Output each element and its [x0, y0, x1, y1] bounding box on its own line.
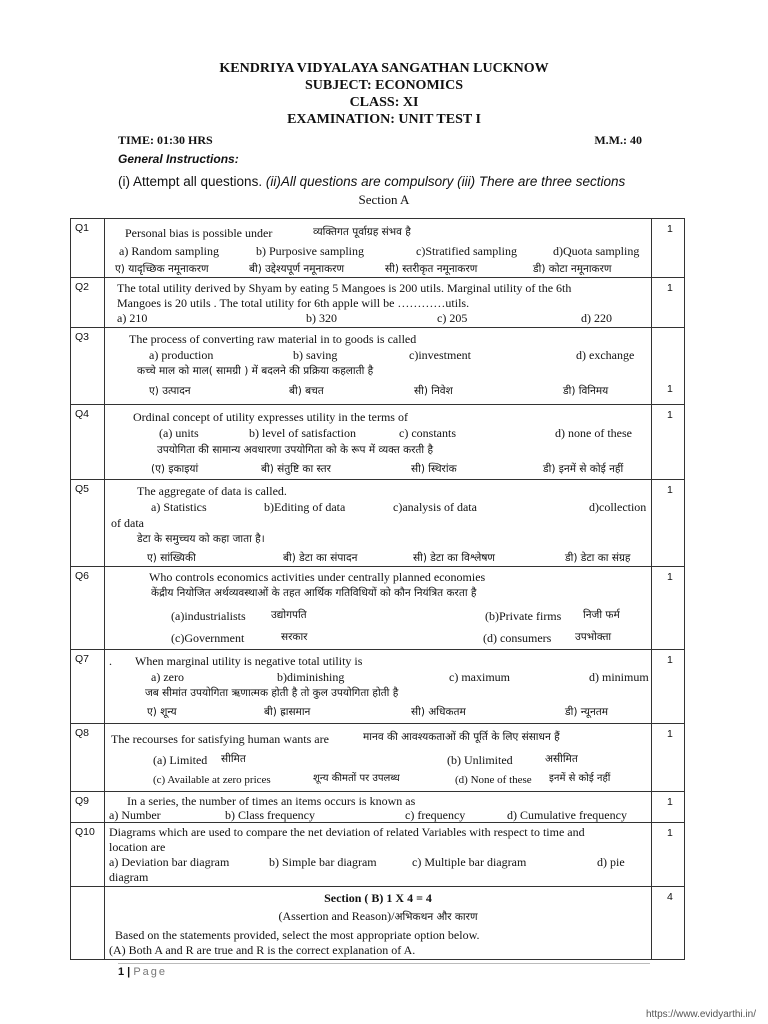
- option-d-hindi: डी) इनमें से कोई नहीं: [543, 463, 624, 475]
- question-number: Q8: [75, 727, 90, 739]
- question-row-q9: [71, 792, 685, 823]
- section-b-subtitle-hindi: अभिकथन और कारण: [394, 911, 478, 923]
- option-b-hindi: निजी फर्म: [583, 609, 620, 621]
- source-url: https://www.evidyarthi.in/: [645, 1009, 756, 1020]
- section-b-title: Section ( B) 1 X 4 = 4: [324, 891, 432, 905]
- school-name: KENDRIYA VIDYALAYA SANGATHAN LUCKNOW: [219, 61, 549, 76]
- question-mark: 1: [667, 409, 673, 421]
- question-number: Q10: [75, 826, 95, 838]
- option-b: b)diminishing: [277, 670, 345, 684]
- time: TIME: 01:30 HRS: [118, 133, 213, 147]
- question-number: Q9: [75, 795, 90, 807]
- option-b: b) Class frequency: [225, 808, 315, 822]
- question-mark: 1: [667, 223, 673, 235]
- question-line-2: location are: [109, 840, 166, 854]
- option-d: d)collection: [589, 500, 647, 514]
- option-d: d) pie: [597, 855, 625, 869]
- option-c: c)analysis of data: [393, 500, 477, 514]
- option-c: c) constants: [399, 426, 456, 440]
- question-mark: 1: [667, 282, 673, 294]
- option-a-hindi: उद्योगपति: [271, 609, 307, 621]
- section-a-heading: Section A: [358, 192, 410, 207]
- question-text-hindi: उपयोगिता की सामान्य अवधारणा उपयोगिता को के रूप में व्यक्त करती है: [157, 444, 434, 456]
- page-label: Page: [133, 966, 168, 978]
- option-c: (c)Government: [171, 631, 245, 645]
- question-text-hindi: कच्चे माल को माल( सामग्री ) में बदलने की प्रक्रिया कहलाती है: [137, 365, 374, 377]
- option-a-hindi: (ए) इकाइयां: [151, 463, 199, 475]
- question-row-q4: [71, 405, 685, 480]
- instruction-part1: (i) Attempt all questions.: [118, 174, 266, 189]
- option-d: d) exchange: [576, 348, 635, 362]
- question-number: Q5: [75, 483, 90, 495]
- question-mark: 1: [667, 827, 673, 839]
- question-table: [70, 218, 685, 960]
- option-d: d) none of these: [555, 426, 632, 440]
- option-b: b)Editing of data: [264, 500, 346, 514]
- option-b-hindi: बी) उद्देश्यपूर्ण नमूनाकरण: [249, 263, 345, 275]
- question-text: Ordinal concept of utility expresses utility in the terms of: [133, 410, 408, 424]
- option-b-hindi: बी) संतुष्टि का स्तर: [261, 463, 331, 475]
- option-d-hindi: डी) न्यूनतम: [565, 706, 609, 718]
- option-d: d) minimum: [589, 670, 649, 684]
- page-separator: |: [124, 966, 134, 978]
- option-d: (d) None of these: [455, 774, 532, 786]
- question-text: The aggregate of data is called.: [137, 484, 287, 498]
- option-d: d) 220: [581, 311, 612, 325]
- question-number: Q7: [75, 653, 90, 665]
- option-d-hindi: डी) कोटा नमूनाकरण: [533, 263, 612, 275]
- option-b: b) level of satisfaction: [249, 426, 356, 440]
- option-a-hindi: ए) यादृच्छिक नमूनाकरण: [115, 263, 209, 275]
- option-c: c) 205: [437, 311, 468, 325]
- option-c-hindi: सी) अधिकतम: [411, 706, 466, 718]
- max-marks: M.M.: 40: [594, 133, 642, 147]
- option-b-hindi: बी) डेटा का संपादन: [283, 552, 358, 564]
- option-c-hindi: सी) डेटा का विश्लेषण: [413, 552, 496, 564]
- option-c: c) Multiple bar diagram: [412, 855, 527, 869]
- question-line-2: Mangoes is 20 utils . The total utility for 6th apple will be …………utils.: [117, 296, 470, 310]
- question-row-q3: [71, 328, 685, 405]
- question-text: Who controls economics activities under centrally planned economies: [149, 570, 486, 584]
- question-row-q8: [71, 724, 685, 792]
- option-a: a) Statistics: [151, 500, 207, 514]
- option-d: d)Quota sampling: [553, 244, 640, 258]
- question-text: The recourses for satisfying human wants are: [111, 732, 329, 746]
- question-mark: 1: [667, 654, 673, 666]
- option-d-hindi: डी) डेटा का संग्रह: [565, 552, 631, 564]
- option-c-hindi: शून्य कीमतों पर उपलब्ध: [313, 773, 400, 784]
- option-b: (b)Private firms: [485, 609, 562, 623]
- question-text: The process of converting raw material in to goods is called: [129, 332, 417, 346]
- question-mark: 1: [667, 728, 673, 740]
- question-text-hindi: जब सीमांत उपयोगिता ऋणात्मक होती है तो कुल उपयोगिता होती है: [145, 687, 399, 699]
- question-number: Q6: [75, 570, 90, 582]
- subject: SUBJECT: ECONOMICS: [304, 78, 464, 93]
- option-c: c)Stratified sampling: [416, 244, 517, 258]
- option-c: (c) Available at zero prices: [153, 774, 271, 786]
- option-b-hindi: बी) ह्रासमान: [264, 706, 311, 718]
- option-a-hindi: सीमित: [221, 753, 246, 765]
- option-a: (a)industrialists: [171, 609, 246, 623]
- option-a: a) Random sampling: [119, 244, 219, 258]
- option-b: (b) Unlimited: [447, 753, 513, 767]
- question-number: Q1: [75, 222, 90, 234]
- question-number: Q2: [75, 281, 90, 293]
- exam-header: [0, 60, 768, 128]
- option-b: b) saving: [293, 348, 338, 362]
- general-instructions-heading: General Instructions:: [118, 152, 239, 166]
- question-dot: .: [109, 654, 112, 668]
- option-a: a) Number: [109, 808, 161, 822]
- option-a: (a) Limited: [153, 753, 208, 767]
- option-a: a) production: [149, 348, 214, 362]
- question-mark: 1: [667, 383, 673, 395]
- question-text-hindi: मानव की आवश्यकताओं की पूर्ति के लिए संसाधन हैं: [363, 731, 560, 743]
- section-b-row: [71, 887, 685, 960]
- option-d-hindi: डी) विनिमय: [563, 385, 609, 397]
- section-b-option-a: (A) Both A and R are true and R is the correct explanation of A.: [109, 943, 416, 957]
- option-d-hindi: उपभोक्ता: [575, 631, 612, 643]
- option-c-hindi: सी) स्थिरांक: [411, 463, 457, 475]
- question-row-q2: [71, 278, 685, 328]
- section-b-subtitle-en: (Assertion and Reason)/: [278, 909, 395, 923]
- option-c: c)investment: [409, 348, 471, 362]
- option-d-hindi: इनमें से कोई नहीं: [549, 773, 611, 784]
- option-a: (a) units: [159, 426, 199, 440]
- time-marks-row: [118, 133, 642, 148]
- question-row-q5: [71, 480, 685, 567]
- question-row-q7: [71, 650, 685, 724]
- question-row-q1: [71, 219, 685, 278]
- question-mark: 1: [667, 571, 673, 583]
- option-d-continued: diagram: [109, 870, 149, 884]
- option-a-hindi: ए) उत्पादन: [149, 385, 191, 397]
- option-d: d) Cumulative frequency: [507, 808, 627, 822]
- question-text-hindi: व्यक्तिगत पूर्वाग्रह संभव है: [313, 226, 411, 238]
- option-a: a) Deviation bar diagram: [109, 855, 230, 869]
- instructions: [118, 174, 625, 189]
- question-text: When marginal utility is negative total utility is: [135, 654, 363, 668]
- question-text-hindi: केंद्रीय नियोजित अर्थव्यवस्थाओं के तहत आर्थिक गतिविधियों को कौन नियंत्रित करता है: [151, 587, 477, 599]
- option-d-continued: of data: [111, 516, 144, 530]
- option-c: c) maximum: [449, 670, 510, 684]
- option-a: a) zero: [151, 670, 184, 684]
- option-c-hindi: सरकार: [281, 631, 308, 643]
- question-number: Q3: [75, 331, 90, 343]
- class: CLASS: XI: [349, 95, 419, 110]
- footer-divider: [118, 963, 650, 964]
- option-b-hindi: असीमित: [545, 753, 578, 765]
- option-c-hindi: सी) निवेश: [414, 385, 453, 397]
- option-b-hindi: बी) बचत: [289, 385, 324, 397]
- question-text-hindi: डेटा के समुच्चय को कहा जाता है।: [137, 533, 265, 545]
- option-a-hindi: ए) शून्य: [147, 706, 177, 718]
- question-mark: 1: [667, 796, 673, 808]
- section-b-subtitle: [105, 909, 651, 924]
- section-b-mark: 4: [667, 891, 673, 903]
- page-number: 1: [118, 966, 125, 978]
- question-row-q10: [71, 823, 685, 887]
- section-b-instruction: Based on the statements provided, select the most appropriate option below.: [115, 928, 480, 942]
- question-mark: 1: [667, 484, 673, 496]
- question-row-q6: [71, 567, 685, 650]
- option-b: b) Purposive sampling: [256, 244, 364, 258]
- question-line-1: Diagrams which are used to compare the net deviation of related Variables with respect to time and: [109, 825, 585, 839]
- option-b: b) 320: [306, 311, 337, 325]
- option-a: a) 210: [117, 311, 148, 325]
- option-b: b) Simple bar diagram: [269, 855, 377, 869]
- question-line-1: The total utility derived by Shyam by eating 5 Mangoes is 200 utils. Marginal utility of the 6th: [117, 281, 572, 295]
- option-d: (d) consumers: [483, 631, 552, 645]
- option-c-hindi: सी) स्तरीकृत नमूनाकरण: [385, 263, 478, 275]
- question-text: In a series, the number of times an items occurs is known as: [127, 794, 416, 808]
- instruction-part2: (ii)All questions are compulsory (iii) There are three sections: [265, 174, 626, 189]
- page-footer: [118, 966, 167, 978]
- option-a-hindi: ए) सांख्यिकी: [147, 552, 196, 564]
- question-text: Personal bias is possible under: [125, 226, 273, 240]
- question-number: Q4: [75, 408, 90, 420]
- exam-title: EXAMINATION: UNIT TEST I: [287, 112, 481, 127]
- option-c: c) frequency: [405, 808, 466, 822]
